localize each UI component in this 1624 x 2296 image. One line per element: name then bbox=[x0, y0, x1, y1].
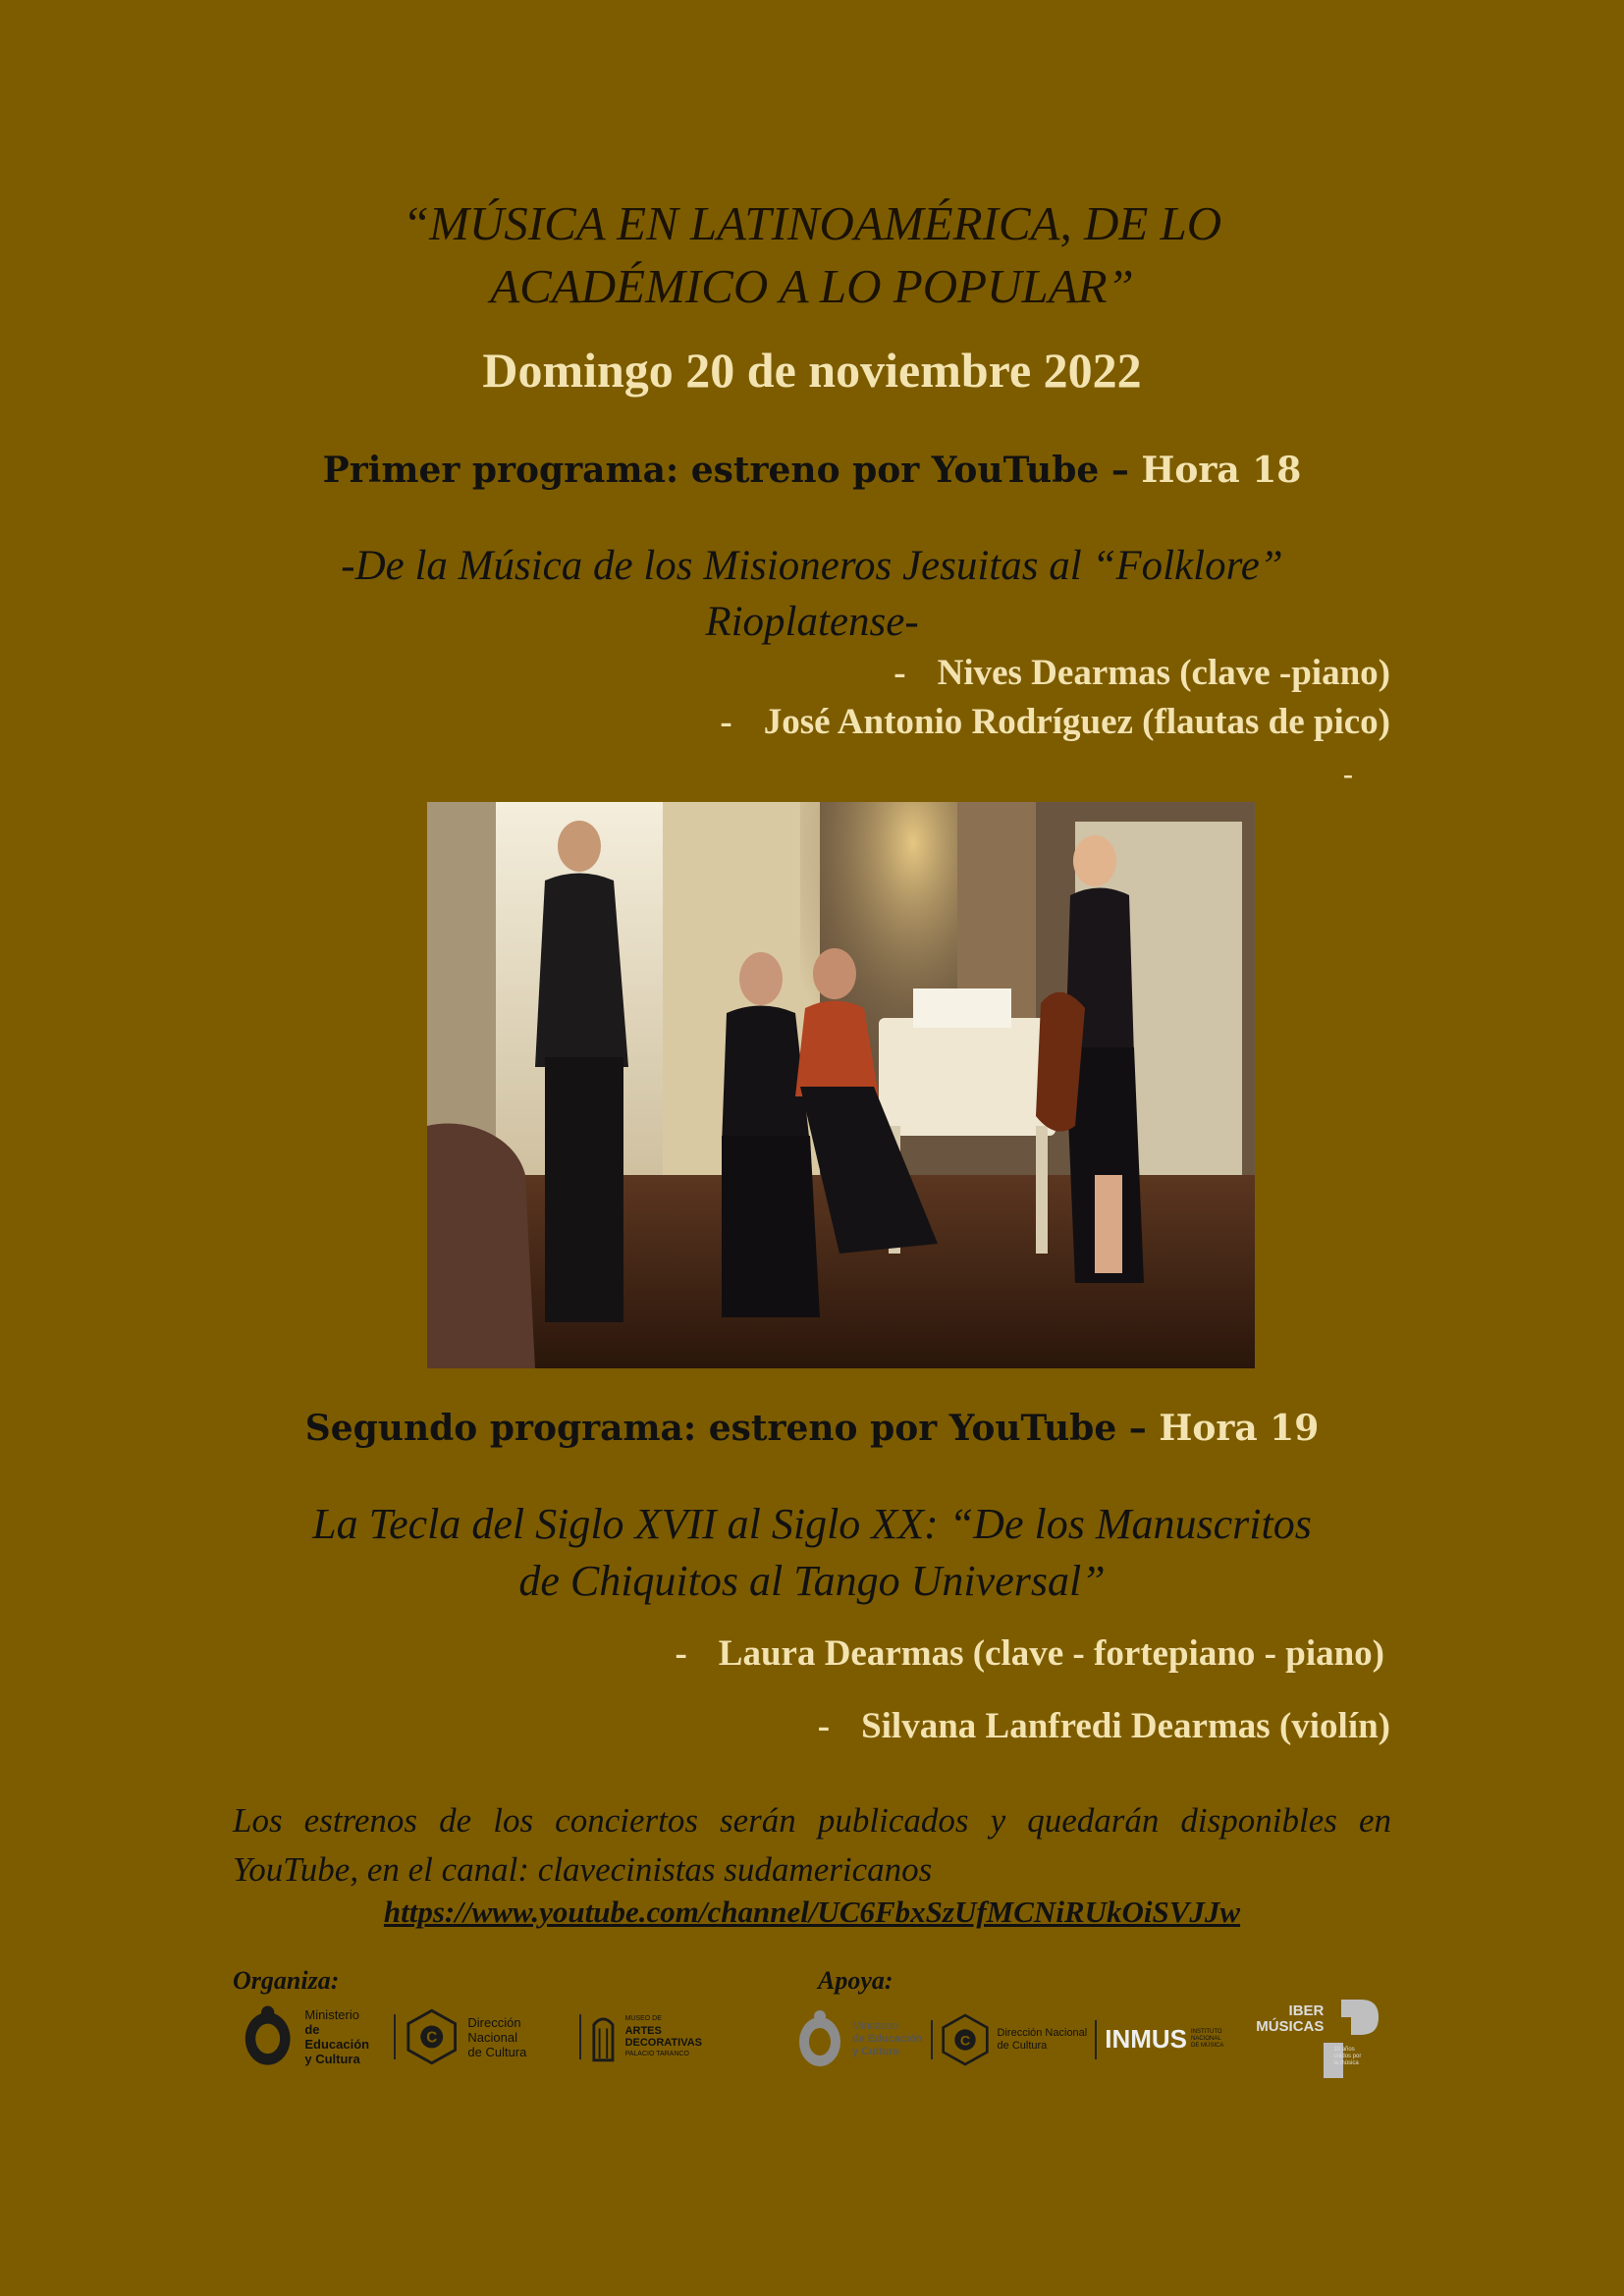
dnc-line2: de Cultura bbox=[467, 2044, 527, 2059]
ensemble-photo bbox=[427, 802, 1255, 1368]
svg-text:C: C bbox=[426, 2029, 438, 2047]
inmus-sub3: DE MÚSICA bbox=[1191, 2043, 1224, 2049]
program2-performer-2-text: Silvana Lanfredi Dearmas (violín) bbox=[861, 1706, 1390, 1746]
museo-building-icon bbox=[591, 2010, 616, 2063]
museo-logo-text bbox=[625, 2013, 702, 2060]
program2-heading-text: Segundo programa: estreno por YouTube – bbox=[304, 1408, 1160, 1449]
museo-line1: MUSEO DE bbox=[624, 2015, 662, 2022]
iber-line1: IBER bbox=[1288, 2002, 1325, 2019]
apoya-logos bbox=[795, 1998, 1394, 2081]
uruguay-coat-of-arms-icon bbox=[241, 2003, 295, 2070]
mec-line3: y Cultura bbox=[304, 2052, 360, 2066]
program1-heading bbox=[0, 450, 1624, 491]
program1-time: Hora 18 bbox=[1141, 450, 1302, 491]
program1-performer-2-text: José Antonio Rodríguez (flautas de pico) bbox=[763, 702, 1390, 742]
program1-subtitle-line1: -De la Música de los Misioneros Jesuitas al “Folklore” bbox=[341, 543, 1283, 589]
program2-performer-2 bbox=[818, 1705, 1390, 1747]
apoya-mec-line2: de Educación bbox=[852, 2033, 923, 2045]
uruguay-coat-of-arms-icon bbox=[795, 2009, 844, 2070]
program1-performer-1 bbox=[893, 652, 1390, 694]
event-title bbox=[0, 192, 1624, 318]
event-title-line1: “MÚSICA EN LATINOAMÉRICA, DE LO bbox=[402, 196, 1222, 250]
program1-trailing-dash: - bbox=[1343, 758, 1353, 790]
dnc-logo-text bbox=[467, 2015, 568, 2059]
iber-line5: la música bbox=[1333, 2060, 1359, 2066]
iber-line4: unidos por bbox=[1333, 2054, 1362, 2059]
program2-time: Hora 19 bbox=[1159, 1408, 1320, 1449]
iber-line2: MÚSICAS bbox=[1256, 2018, 1325, 2035]
program2-subtitle-line1: La Tecla del Siglo XVII al Siglo XX: “De los Manuscritos bbox=[312, 1500, 1312, 1548]
program2-subtitle bbox=[0, 1496, 1624, 1610]
apoya-mec-line3: y Cultura bbox=[852, 2046, 899, 2057]
program2-heading bbox=[0, 1408, 1624, 1449]
inmus-sub2: NACIONAL bbox=[1191, 2036, 1221, 2042]
program2-performer-1-text: Laura Dearmas (clave - fortepiano - piano) bbox=[718, 1633, 1384, 1674]
museo-line4: PALACIO TARANCO bbox=[624, 2051, 689, 2057]
list-dash: - bbox=[893, 653, 906, 693]
youtube-channel-link[interactable]: https://www.youtube.com/channel/UC6FbxSzUfMCNiRUkOiSVJJw bbox=[383, 1895, 1241, 1929]
inmus-wordmark: INMUS bbox=[1105, 2024, 1188, 2054]
iber-musicas-subtext bbox=[1333, 2047, 1361, 2067]
iber-musicas-logo bbox=[1253, 1998, 1380, 2081]
logo-divider bbox=[579, 2014, 581, 2059]
organiza-label: Organiza: bbox=[233, 1966, 340, 1995]
apoya-mec-line1: Ministerio bbox=[852, 2020, 899, 2032]
mec-logo-text bbox=[304, 2007, 384, 2066]
dnc-hexagon-icon bbox=[406, 2007, 458, 2066]
program1-heading-text: Primer programa: estreno por YouTube – bbox=[322, 450, 1142, 491]
list-dash: - bbox=[817, 1706, 831, 1746]
inmus-logo bbox=[1105, 2024, 1223, 2055]
event-date: Domingo 20 de noviembre 2022 bbox=[482, 343, 1142, 398]
logo-divider bbox=[394, 2014, 396, 2059]
list-dash: - bbox=[675, 1633, 687, 1674]
availability-note: Los estrenos de los conciertos serán publicados y quedarán disponibles en YouTube, en el canal: clavecinistas sudamericanos bbox=[233, 1801, 1391, 1889]
apoya-dnc-line1: Dirección Nacional bbox=[997, 2026, 1088, 2039]
program2-subtitle-line2: de Chiquitos al Tango Universal” bbox=[518, 1557, 1106, 1605]
program1-performer-1-text: Nives Dearmas (clave -piano) bbox=[937, 653, 1390, 693]
program2-performer-1 bbox=[675, 1632, 1384, 1675]
museo-line2: ARTES bbox=[624, 2025, 662, 2037]
dnc-line1: Dirección Nacional bbox=[467, 2014, 521, 2045]
mec-line2: de Educación bbox=[304, 2022, 370, 2052]
inmus-sub1: INSTITUTO bbox=[1191, 2029, 1222, 2035]
logo-divider bbox=[931, 2020, 933, 2059]
program1-performer-2 bbox=[720, 701, 1390, 743]
dnc-hexagon-icon bbox=[941, 2013, 990, 2066]
list-dash: - bbox=[720, 702, 732, 742]
svg-text:C: C bbox=[959, 2032, 970, 2049]
iber-musicas-text bbox=[1253, 2003, 1324, 2035]
organiza-logos bbox=[241, 2002, 702, 2071]
apoya-dnc-line2: de Cultura bbox=[997, 2039, 1048, 2052]
logo-divider bbox=[1095, 2020, 1097, 2059]
event-title-line2: ACADÉMICO A LO POPULAR” bbox=[490, 259, 1134, 313]
mec-line1: Ministerio bbox=[304, 2007, 359, 2022]
apoya-mec-logo-text bbox=[852, 2020, 923, 2058]
museo-line3: DECORATIVAS bbox=[624, 2037, 702, 2049]
ensemble-photo-illustration bbox=[427, 802, 1255, 1368]
iber-line3: 10 años bbox=[1333, 2047, 1355, 2053]
iber-musicas-icon bbox=[1322, 1998, 1380, 2081]
program1-subtitle-line2: Rioplatense- bbox=[705, 599, 919, 645]
apoya-label: Apoya: bbox=[818, 1966, 893, 1995]
inmus-subtext bbox=[1191, 2029, 1223, 2050]
program1-subtitle bbox=[0, 538, 1624, 650]
apoya-dnc-logo-text bbox=[998, 2027, 1088, 2053]
